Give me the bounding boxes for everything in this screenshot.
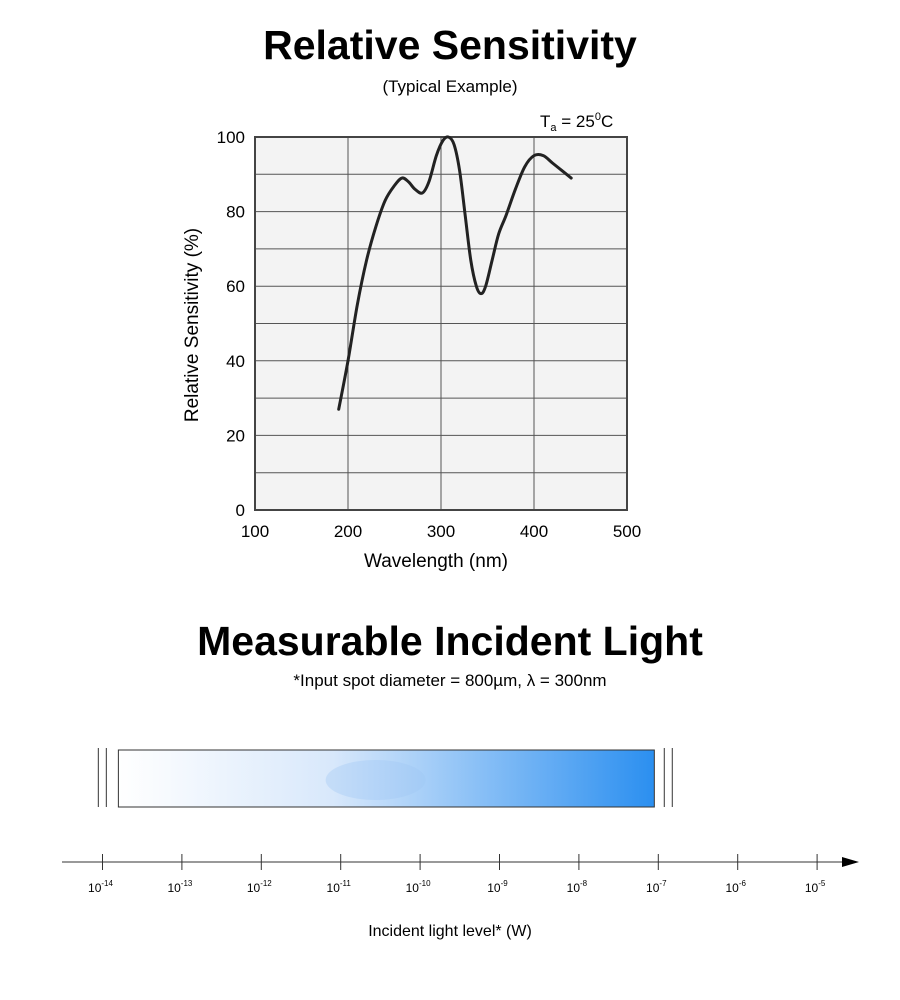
x-axis-label: Wavelength (nm)	[364, 551, 508, 572]
x-tick-label: 300	[426, 522, 456, 541]
chart-title-2: Measurable Incident Light	[197, 618, 703, 664]
y-axis-label: Relative Sensitivity (%)	[182, 227, 203, 423]
log-tick-label: $10^{-14}$	[88, 879, 113, 895]
y-tick-label: 100	[216, 128, 245, 147]
y-tick-label: 60	[226, 277, 245, 297]
range-bar-group	[98, 748, 672, 807]
chart-title: Relative Sensitivity	[263, 22, 637, 68]
y-tick-labels	[217, 128, 245, 520]
annotation-eq: = 25	[556, 112, 595, 131]
bar-highlight	[326, 760, 426, 800]
x-tick-label: 200	[333, 522, 363, 541]
x-tick-label: 500	[612, 522, 642, 541]
axis-arrow-icon	[842, 857, 859, 867]
log-tick-label: $10^{-7}$	[646, 879, 667, 895]
annotation-unit: C	[600, 112, 614, 131]
x-tick-label: 400	[519, 522, 549, 541]
incident-light-chart	[0, 700, 900, 930]
log-tick-label: $10^{-12}$	[246, 879, 272, 895]
y-tick-label: 0	[235, 501, 245, 520]
x-axis-label-2: Incident light level* (W)	[368, 923, 532, 940]
log-tick-label: $10^{-13}$	[167, 879, 193, 895]
log-tick-label: $10^{-8}$	[566, 879, 588, 895]
log-tick-label: $10^{-10}$	[405, 879, 431, 895]
y-tick-label: 80	[226, 202, 245, 222]
log-tick-label: $10^{-6}$	[725, 879, 746, 895]
log-tick-label: $10^{-5}$	[804, 879, 826, 895]
y-tick-label: 20	[226, 426, 245, 446]
y-tick-label: 40	[226, 351, 245, 371]
log-tick-label: $10^{-9}$	[487, 879, 508, 895]
chart-subtitle-2: *Input spot diameter = 800µm, λ = 300nm	[293, 671, 607, 690]
annotation-base: T	[540, 112, 551, 131]
temperature-annotation	[540, 111, 613, 134]
annotation-superscript: 0	[594, 111, 601, 123]
annotation-subscript: a	[550, 122, 557, 134]
log-ticks	[88, 854, 826, 895]
chart-subtitle: (Typical Example)	[382, 77, 518, 96]
log-tick-label: $10^{-11}$	[326, 879, 351, 895]
x-tick-labels	[241, 522, 641, 541]
x-tick-label: 100	[240, 522, 270, 541]
